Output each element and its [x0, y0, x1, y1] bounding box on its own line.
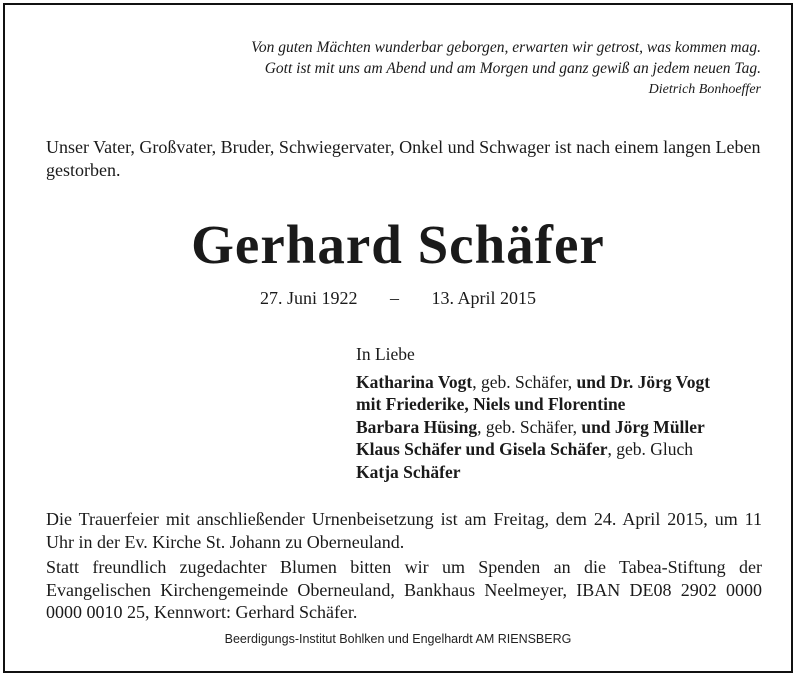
death-date: 13. April 2015	[431, 288, 537, 308]
motto-line-2: Gott ist mit uns am Abend und am Morgen und ganz gewiß an jedem neuen Tag.	[264, 60, 761, 77]
donation-info: Statt freundlich zugedachter Blumen bitten wir um Spenden an die Tabea-Stiftung der Evangelischen Kirchengemeinde Oberneuland, Bankhaus Neelmeyer, IBAN DE08 2902 0000 0000 0010 25, Kennwort: Gerhard Schäfer.	[46, 557, 762, 622]
mourner-line-2	[356, 393, 776, 416]
mourners-block	[356, 343, 776, 483]
mourner-name: mit Friederike, Niels und Florentine	[356, 394, 626, 414]
mourner-name: und Dr. Jörg Vogt	[576, 371, 711, 392]
motto-quote	[145, 37, 761, 100]
birth-date: 27. Juni 1922	[259, 288, 358, 308]
mourner-name: Barbara Hüsing	[356, 416, 478, 437]
mourner-line-1	[356, 371, 776, 394]
mourner-name: Klaus Schäfer und Gisela Schäfer	[356, 439, 608, 459]
mourner-name: Katja Schäfer	[356, 461, 461, 482]
funeral-info: Die Trauerfeier mit anschließender Urnenbeisetzung ist am Freitag, dem 24. April 2015, um 11 Uhr in der Ev. Kirche St. Johann zu Oberneuland.	[46, 509, 762, 552]
mourner-name: Katharina Vogt	[356, 371, 473, 392]
date-dash: –	[390, 288, 399, 308]
mourner-note: , geb. Gluch	[607, 439, 694, 459]
motto-line-1: Von guten Mächten wunderbar geborgen, erwarten wir getrost, was kommen mag.	[251, 39, 761, 56]
mourners-heading: In Liebe	[356, 344, 415, 364]
deceased-name: Gerhard Schäfer	[191, 214, 605, 275]
mourner-line-3	[356, 416, 776, 439]
life-dates	[5, 287, 791, 309]
mourner-line-4	[356, 438, 776, 461]
intro-text: Unser Vater, Großvater, Bruder, Schwiegervater, Onkel und Schwager ist nach einem langen Leben gestorben.	[46, 137, 761, 180]
mourner-note: , geb. Schäfer,	[477, 416, 582, 437]
funeral-home: Beerdigungs-Institut Bohlken und Engelhardt AM RIENSBERG	[224, 632, 572, 646]
motto-author: Dietrich Bonhoeffer	[648, 82, 761, 97]
mourner-name: und Jörg Müller	[581, 416, 705, 437]
obituary-notice	[3, 3, 793, 673]
mourner-note: , geb. Schäfer,	[472, 371, 577, 392]
mourner-line-5	[356, 461, 776, 484]
